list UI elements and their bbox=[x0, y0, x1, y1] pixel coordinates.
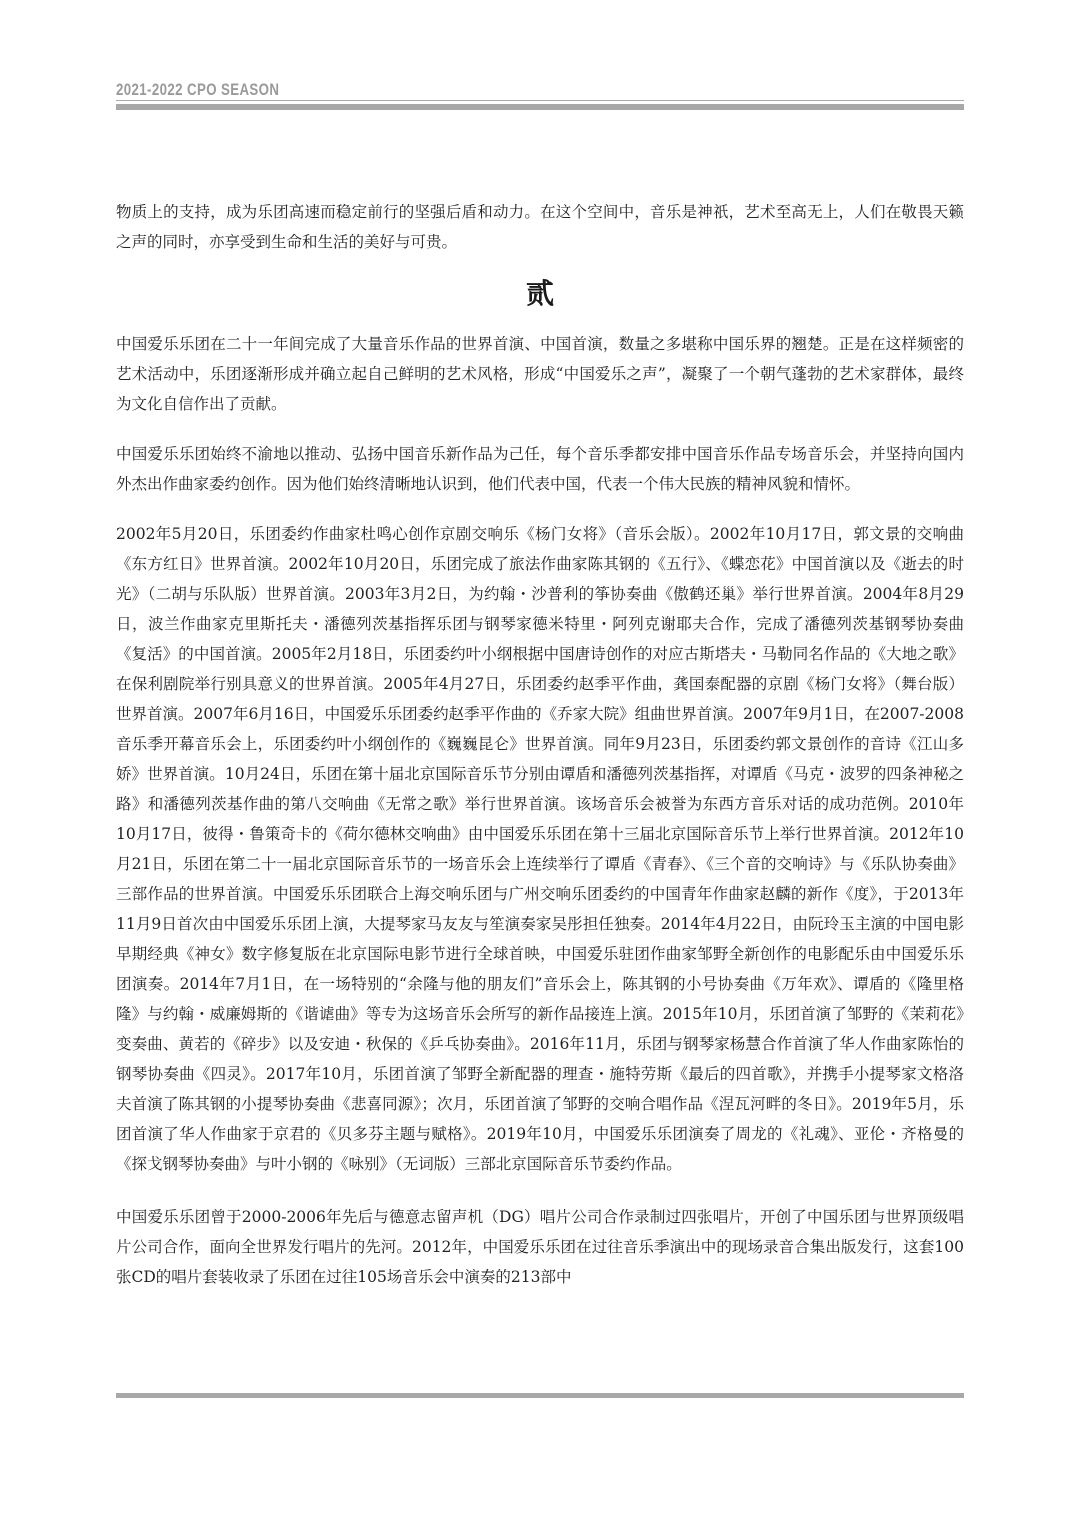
page-content bbox=[116, 197, 964, 1292]
header-rule-thin bbox=[116, 100, 964, 101]
season-label: 2021-2022 CPO SEASON bbox=[116, 80, 280, 99]
footer-rule bbox=[116, 1393, 964, 1398]
section-heading: 贰 bbox=[525, 277, 554, 310]
header-rule-thick bbox=[116, 104, 964, 110]
body-paragraph: 2002年5月20日，乐团委约作曲家杜鸣心创作京剧交响乐《杨门女将》（音乐会版）。2002年10月17日，郭文景的交响曲《东方红日》世界首演。2002年10月20日，乐团完成了旅法作曲家陈其钢的《五行》、《蝶恋花》中国首演以及《逝去的时光》（二胡与乐队版）世界首演。2003年3月2日，为约翰・沙普利的筝协奏曲《傲鹤还巢》举行世界首演。2004年8月29日，波兰作曲家克里斯托夫・潘德列茨基指挥乐团与钢琴家德米特里・阿列克谢耶夫合作，完成了潘德列茨基钢琴协奏曲《复活》的中国首演。2005年2月18日，乐团委约叶小纲根据中国唐诗创作的对应古斯塔夫・马勒同名作品的《大地之歌》在保利剧院举行别具意义的世界首演。2005年4月27日，乐团委约赵季平作曲，龚国泰配器的京剧《杨门女将》（舞台版）世界首演。2007年6月16日，中国爱乐乐团委约赵季平作曲的《乔家大院》组曲世界首演。2007年9月1日，在2007-2008音乐季开幕音乐会上，乐团委约叶小纲创作的《巍巍昆仑》世界首演。同年9月23日，乐团委约郭文景创作的音诗《江山多娇》世界首演。10月24日，乐团在第十届北京国际音乐节分别由谭盾和潘德列茨基指挥，对谭盾《马克・波罗的四条神秘之路》和潘德列茨基作曲的第八交响曲《无常之歌》举行世界首演。该场音乐会被誉为东西方音乐对话的成功范例。2010年10月17日，彼得・鲁策奇卡的《荷尔德林交响曲》由中国爱乐乐团在第十三届北京国际音乐节上举行世界首演。2012年10月21日，乐团在第二十一届北京国际音乐节的一场音乐会上连续举行了谭盾《青春》、《三个音的交响诗》与《乐队协奏曲》三部作品的世界首演。中国爱乐乐团联合上海交响乐团与广州交响乐团委约的中国青年作曲家赵麟的新作《度》，于2013年11月9日首次由中国爱乐乐团上演，大提琴家马友友与笙演奏家吴彤担任独奏。2014年4月22日，由阮玲玉主演的中国电影早期经典《神女》数字修复版在北京国际电影节进行全球首映，中国爱乐驻团作曲家邹野全新创作的电影配乐由中国爱乐乐团演奏。2014年7月1日，在一场特别的“余隆与他的朋友们”音乐会上，陈其钢的小号协奏曲《万年欢》、谭盾的《隆里格隆》与约翰・威廉姆斯的《谐谑曲》等专为这场音乐会所写的新作品接连上演。2015年10月，乐团首演了邹野的《茉莉花》变奏曲、黄若的《碎步》以及安迪・秋保的《乒乓协奏曲》。2016年11月，乐团与钢琴家杨慧合作首演了华人作曲家陈怡的钢琴协奏曲《四灵》。2017年10月，乐团首演了邹野全新配器的理查・施特劳斯《最后的四首歌》，并携手小提琴家文格洛夫首演了陈其钢的小提琴协奏曲《悲喜同源》；次月，乐团首演了邹野的交响合唱作品《涅瓦河畔的冬日》。2019年5月，乐团首演了华人作曲家于京君的《贝多芬主题与赋格》。2019年10月，中国爱乐乐团演奏了周龙的《礼魂》、亚伦・齐格曼的《探戈钢琴协奏曲》与叶小钢的《咏别》（无词版）三部北京国际音乐节委约作品。 bbox=[116, 525, 964, 1173]
body-paragraph: 中国爱乐乐团曾于2000-2006年先后与德意志留声机（DG）唱片公司合作录制过四张唱片，开创了中国乐团与世界顶级唱片公司合作，面向全世界发行唱片的先河。2012年，中国爱乐乐团在过往音乐季演出中的现场录音合集出版发行，这套100张CD的唱片套装收录了乐团在过往105场音乐会中演奏的213部中 bbox=[116, 1208, 964, 1286]
body-paragraph: 中国爱乐乐团始终不渝地以推动、弘扬中国音乐新作品为己任，每个音乐季都安排中国音乐作品专场音乐会，并坚持向国内外杰出作曲家委约创作。因为他们始终清晰地认识到，他们代表中国，代表一个伟大民族的精神风貌和情怀。 bbox=[116, 445, 964, 493]
intro-paragraph: 物质上的支持，成为乐团高速而稳定前行的坚强后盾和动力。在这个空间中，音乐是神祇，艺术至高无上，人们在敬畏天籁之声的同时，亦享受到生命和生活的美好与可贵。 bbox=[116, 203, 964, 251]
body-paragraph: 中国爱乐乐团在二十一年间完成了大量音乐作品的世界首演、中国首演，数量之多堪称中国乐界的翘楚。正是在这样频密的艺术活动中，乐团逐渐形成并确立起自己鲜明的艺术风格，形成“中国爱乐之声”，凝聚了一个朝气蓬勃的艺术家群体，最终为文化自信作出了贡献。 bbox=[116, 335, 964, 413]
